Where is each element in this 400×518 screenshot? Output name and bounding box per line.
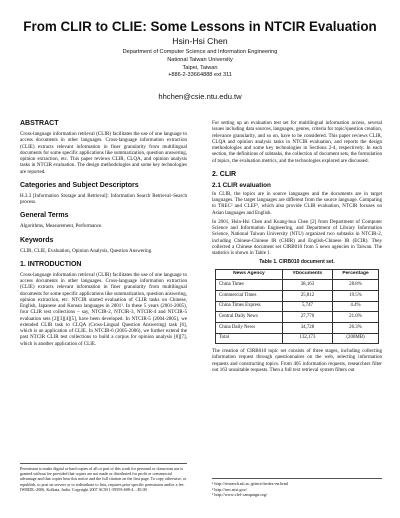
table-header-row (216, 269, 379, 280)
terms-heading: General Terms (20, 212, 69, 220)
intro-text: Cross-language information retrieval (CLIR) facilitates the use of one language to access documents in other languages. Cross-language information extraction (CLIE) extracts relevant information in finer granularity from multilingual documents for some specific applications like summarization, question answering, opinion extraction, etc. NTCIR started evaluation of CLIR tasks on Chinese, English, Japanese and Korean languages in 2001¹. In these 5 years (2001-2005), four CLIR test collections – say, NTCIR-2, NTCIR-3, NTCIR-4 and NTCIR-5 evaluation sets [2][3][4][5], have been developed. In NTCIR-5 (2004-2005), we extended CLIR task to CLQA (Cross-Lingual Question Answering) task [6], which is an application of CLIE. In NTCIR-6 (2005-2006), we further extend the past NTCIR CLIR test collections to build a corpus for opinion analysis [8][7], which is another application of CLIE. (20, 271, 187, 347)
percentage-cell: 21.0% (333, 312, 379, 323)
keywords-text: CLIR, CLIE, Evaluation, Opinion Analysis, Question Answering. (20, 247, 153, 254)
categories-text: H.3.3 [Information Storage and Retrieval]: Information Search Retrieval–Search process. (20, 192, 187, 205)
affiliation-line: National Taiwan University (167, 56, 233, 63)
abstract-text: Cross-language information retrieval (CLIR) facilitates the use of one language to access documents in other languages. Cross-language information extraction (CLIE) extracts relevant information in finer granularity from multilingual documents for some specific applications like summarization, question answering, opinion extraction, etc. This paper reviews CLIR, CLQA, and opinion analysis tasks in NTCIR evaluation. The design methodologies and some key technologies are reported. (20, 131, 187, 175)
left-column (20, 120, 187, 350)
affiliation-line: +886-2-33664888 ext 311 (168, 72, 232, 79)
percentage-cell: 19.5% (333, 290, 379, 301)
percentage-cell: 4.4% (333, 301, 379, 312)
table-caption: Table 1. CIRB010 document set. (259, 259, 335, 266)
documents-cell: 132,173 (282, 333, 332, 344)
copyright-notice: Permission to make digital or hard copies of all or part of this work for personal or classroom use is granted without fee provided that copies are not made or distributed for profit or commercial advantage and that copies bear this notice and the full citation on the first page. To copy otherwise, or republish, to post on servers or to redistribute to lists, requires prior specific permission and/or a fee. IWRIDL-2006, Kolkata, India. Copyright 2007 ACM 1-59593-608-4…$5.00. (20, 463, 187, 492)
agency-cell: China Times Express (216, 301, 283, 312)
footnote-2[interactable]: ² http://trec.nist.gov/ (212, 486, 248, 492)
agency-cell: China Times (216, 280, 283, 291)
documents-cell: 34,728 (282, 322, 332, 333)
percentage-cell: 26.3% (333, 322, 379, 333)
documents-cell: 38,163 (282, 280, 332, 291)
author-email[interactable]: hhchen@csie.ntu.edu.tw (158, 92, 242, 101)
footnote-1[interactable]: ¹ http://research.nii.ac.jp/ntcir/index-en.html (212, 481, 289, 486)
documents-cell: 27,770 (282, 312, 332, 323)
agency-cell: China Daily News (216, 322, 283, 333)
paper-title: From CLIR to CLIE: Some Lessons in NTCIR Evaluation (23, 19, 377, 34)
table-total-row (216, 333, 379, 344)
agency-cell: Central Daily News (216, 312, 283, 323)
clir-paragraph-2: In 2001, Hsin-Hsi Chen and Kuang-hua Chen [2] from Department of Computer Science and Information Engineering, and Department of Library Information Science, National Taiwan University (NTU) organized two subtasks in NTCIR-2, including Chinese-Chinese IR (CHIR) and English-Chinese IR (ECIR). They collected a Chinese document set CIRB010 from 5 news agencies in Taiwan. The statistics is shown in Table 1. (212, 218, 382, 256)
percentage-cell: (200MB) (333, 333, 379, 344)
documents-cell: 5,747 (282, 301, 332, 312)
right-column (212, 120, 382, 376)
terms-text: Algorithms, Measurement, Performance. (20, 223, 103, 230)
topic-creation-text: The creation of CIRB010 topic set consists of three stages, including collecting information request through questionnaires on the web, selecting information requests and constructing topics. From 405 information requests, researchers filter out 163 unsuitable requests. Then a full text retrieval system filters out (212, 348, 382, 373)
affiliation-line: Department of Computer Science and Information Engineering (122, 49, 278, 55)
table-row (216, 312, 379, 323)
categories-heading: Categories and Subject Descriptors (20, 181, 139, 189)
agency-cell: Total (216, 333, 283, 344)
overview-text: For setting up an evaluation test set for multilingual information access, several issues including data sources, languages, genres, criteria for topic/question creation, relevance granularity, and so on, have to be considered. This paper reviews CLIR, CLQA and opinion analysis tasks in NTCIR evaluation, and reports the design methodologies and some key technologies in Sections 2-4, respectively. In each section, the definitions of subtasks, the collection of document sets, the formulation of topics, the evaluation metrics, and the technologies explored are discussed. (212, 120, 382, 164)
table-row (216, 290, 379, 301)
document-set-table (215, 269, 379, 345)
author-affiliation (0, 49, 400, 80)
author-name: Hsin-Hsi Chen (172, 36, 228, 46)
percentage-cell: 28.8% (333, 280, 379, 291)
table-row (216, 301, 379, 312)
header-news-agency: News Agency (216, 269, 283, 280)
table-row (216, 322, 379, 333)
footnote-3[interactable]: ³ http://www.clef-campaign.org/ (212, 492, 268, 498)
clir-paragraph-1: In CLIR, the topics are in source languages and the documents are in target languages. The target languages are different from the source language. Comparing to TREC² and CLEF³, which also provide CLIR evaluation, NTCIR focuses on Asian languages and English. (212, 190, 382, 216)
clir-heading: 2. CLIR (212, 170, 237, 178)
header-percentage: Percentage (333, 269, 379, 280)
footnotes (212, 478, 382, 498)
abstract-heading: ABSTRACT (20, 120, 59, 127)
clir-eval-heading: 2.1 CLIR evaluation (212, 181, 271, 189)
documents-cell: 25,812 (282, 290, 332, 301)
table-row (216, 280, 379, 291)
affiliation-line: Taipei, Taiwan (182, 64, 218, 71)
intro-heading: 1. INTRODUCTION (20, 260, 82, 268)
header-documents: #Documents (282, 269, 332, 280)
agency-cell: Commercial Times (216, 290, 283, 301)
keywords-heading: Keywords (20, 236, 54, 244)
